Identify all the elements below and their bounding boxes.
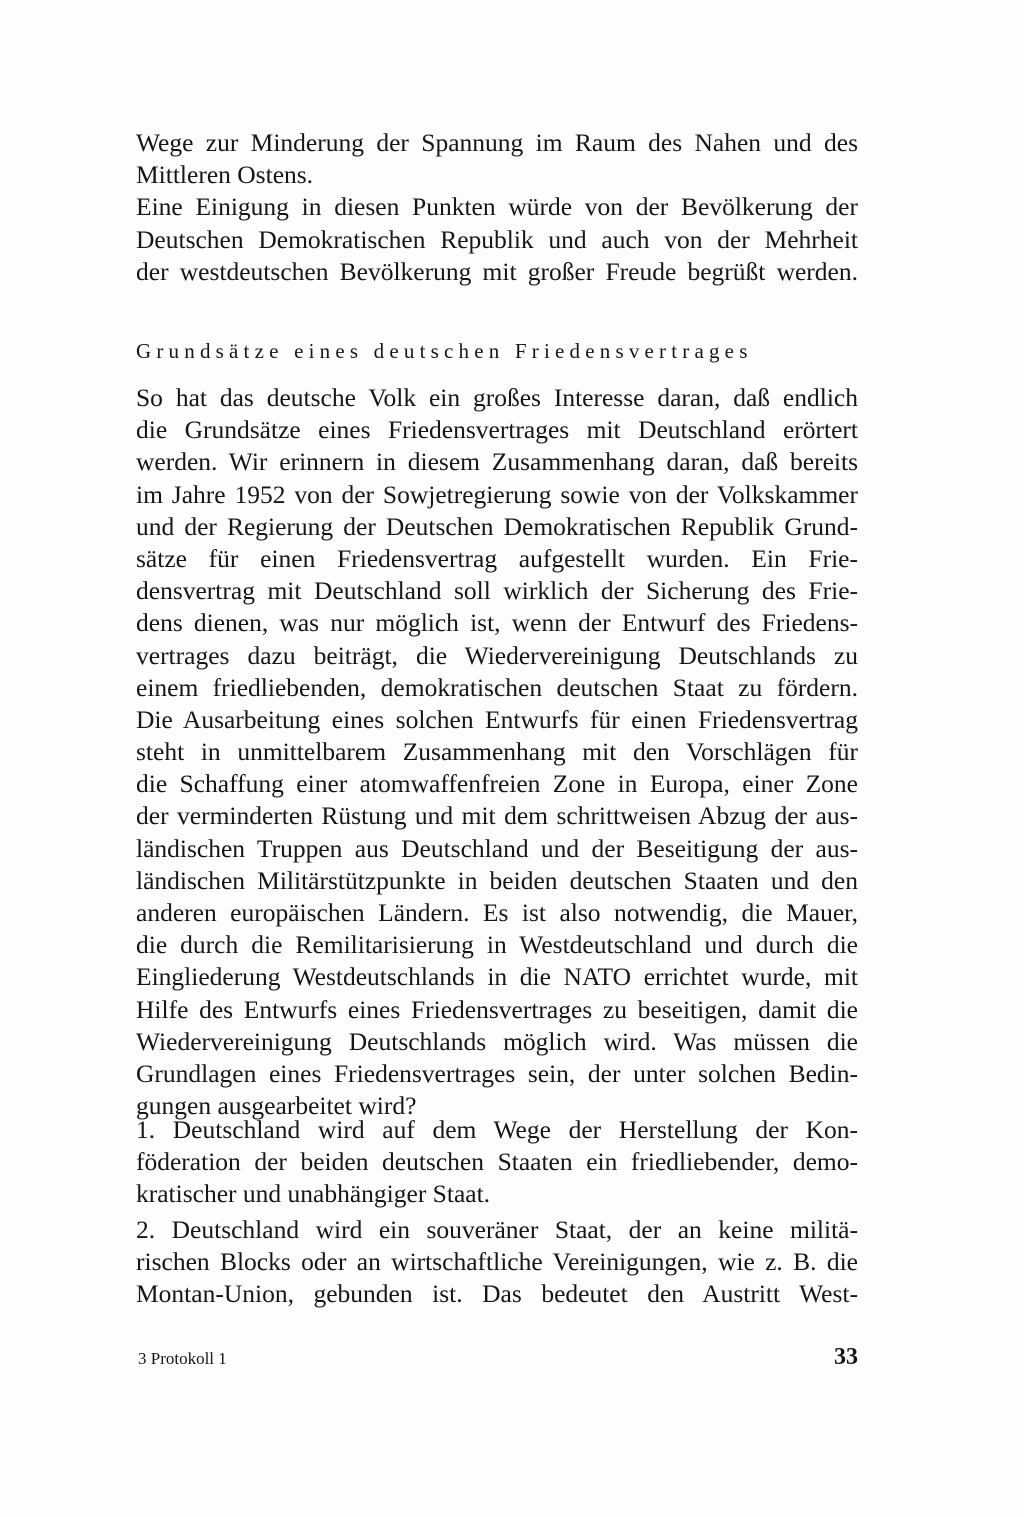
text-line: ländischen Militärstützpunkte in beiden deutschen Staaten und den — [136, 865, 858, 895]
text-line: gungen ausgearbeitet wird? — [136, 1091, 417, 1121]
text-line: dens dienen, was nur möglich ist, wenn der Entwurf des Friedens- — [136, 608, 858, 638]
text-line: kratischer und unabhängiger Staat. — [136, 1179, 491, 1209]
main-paragraph — [136, 382, 858, 1122]
text-line: Montan-Union, gebunden ist. Das bedeutet den Austritt West- — [136, 1279, 858, 1309]
text-line: föderation der beiden deutschen Staaten ein friedliebender, demo- — [136, 1147, 858, 1177]
text-line: Grundlagen eines Friedensvertrages sein, der unter solchen Bedin- — [136, 1058, 858, 1088]
section-heading: Grundsätze eines deutschen Friedensvertrages — [136, 339, 753, 363]
text-line: werden. Wir erinnern in diesem Zusammenhang daran, daß bereits — [136, 447, 858, 477]
printer-signature: 3 Protokoll 1 — [138, 1349, 227, 1368]
text-line: anderen europäischen Ländern. Es ist also notwendig, die Mauer, — [136, 898, 858, 927]
text-line: rischen Blocks oder an wirtschaftliche Vereinigungen, wie z. B. die — [136, 1247, 858, 1277]
text-line: Hilfe des Entwurfs eines Friedensvertrages zu beseitigen, damit die — [136, 994, 858, 1024]
text-line: ländischen Truppen aus Deutschland und der Beseitigung der aus- — [136, 833, 858, 863]
text-line: einem friedliebenden, demokratischen deutschen Staat zu fördern. — [136, 672, 858, 702]
text-line: Wege zur Minderung der Spannung im Raum des Nahen und des — [136, 128, 858, 157]
text-line: 2. Deutschland wird ein souveräner Staat, der an keine militä- — [136, 1215, 858, 1244]
text-line: Eine Einigung in diesen Punkten würde von der Bevölkerung der — [136, 192, 858, 222]
text-line: Wiedervereinigung Deutschlands möglich wird. Was müssen die — [136, 1026, 858, 1056]
text-line: So hat das deutsche Volk ein großes Interesse daran, daß endlich — [136, 383, 858, 412]
text-line: der westdeutschen Bevölkerung mit großer Freude begrüßt werden. — [136, 256, 858, 286]
text-line: Die Ausarbeitung eines solchen Entwurfs für einen Friedensvertrag — [136, 704, 858, 734]
text-line: Deutschen Demokratischen Republik und auch von der Mehrheit — [136, 224, 858, 254]
text-line: 1. Deutschland wird auf dem Wege der Herstellung der Kon- — [136, 1115, 858, 1144]
text-line: vertrages dazu beiträgt, die Wiedervereinigung Deutschlands zu — [136, 640, 858, 670]
text-line: densvertrag mit Deutschland soll wirklich der Sicherung des Frie- — [136, 576, 858, 606]
list-item-1 — [136, 1114, 858, 1211]
text-line: sätze für einen Friedensvertrag aufgestellt wurden. Ein Frie- — [136, 543, 858, 573]
text-line: die Grundsätze eines Friedensvertrages mit Deutschland erörtert — [136, 415, 858, 445]
text-line: Eingliederung Westdeutschlands in die NATO errichtet wurde, mit — [136, 962, 858, 992]
text-line: die durch die Remilitarisierung in Westdeutschland und durch die — [136, 930, 858, 960]
text-line: steht in unmittelbarem Zusammenhang mit den Vorschlägen für — [136, 737, 858, 767]
text-line: Mittleren Ostens. — [136, 160, 314, 190]
text-line: und der Regierung der Deutschen Demokratischen Republik Grund- — [136, 511, 858, 541]
text-line: der verminderten Rüstung und mit dem schrittweisen Abzug der aus- — [136, 801, 858, 831]
page-number: 33 — [834, 1344, 858, 1370]
text-line: die Schaffung einer atomwaffenfreien Zone in Europa, einer Zone — [136, 769, 858, 799]
text-line: im Jahre 1952 von der Sowjetregierung sowie von der Volkskammer — [136, 479, 858, 509]
intro-paragraph — [136, 127, 858, 288]
list-item-2 — [136, 1214, 858, 1311]
